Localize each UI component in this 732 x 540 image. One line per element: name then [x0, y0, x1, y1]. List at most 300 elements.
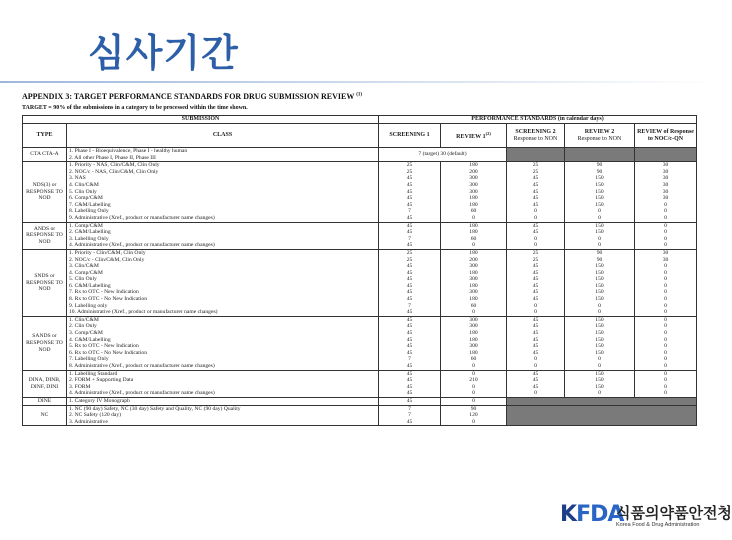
standard-value: 150 — [595, 276, 604, 283]
standard-value: 0 — [534, 302, 537, 309]
submission-type: DINA, DINB, DINF, DINI — [23, 370, 67, 397]
table-row — [23, 405, 697, 426]
class-item: 3. FORM — [69, 383, 91, 390]
standard-value: 150 — [595, 336, 604, 343]
review-sn-values — [635, 162, 697, 222]
review2-values — [565, 316, 635, 370]
screening1-values — [379, 316, 441, 370]
type-header: TYPE — [23, 124, 67, 148]
shaded-cell — [565, 148, 635, 162]
standard-value: 0 — [664, 377, 667, 384]
standard-value: 180 — [469, 222, 478, 229]
standard-value: 45 — [406, 330, 413, 337]
standard-value: 45 — [406, 195, 413, 202]
standard-value: 90 — [596, 162, 603, 169]
standard-value: 0 — [664, 309, 667, 316]
standard-value: 25 — [406, 249, 413, 256]
submission-classes — [67, 148, 379, 162]
standard-value: 150 — [595, 289, 604, 296]
standard-value: 0 — [472, 363, 475, 369]
submission-type: SNDS or RESPONSE TO NOD — [23, 249, 67, 316]
standard-value: 45 — [532, 289, 539, 296]
class-item: 6. Comp/C&M — [69, 195, 103, 202]
standard-value: 0 — [472, 370, 475, 377]
submission-type: SANDS or RESPONSE TO NOD — [23, 316, 67, 370]
class-header: CLASS — [67, 124, 379, 148]
class-item: 1. Priority - Clin/C&M, Clin Only — [69, 249, 146, 256]
standard-value: 45 — [406, 263, 413, 270]
standard-value: 0 — [598, 356, 601, 363]
standard-value: 45 — [532, 201, 539, 208]
kfda-mark-fda: FDA — [576, 502, 624, 527]
standard-value: 0 — [664, 349, 667, 356]
standard-value: 45 — [406, 269, 413, 276]
class-item: 3. Clin/C&M — [69, 263, 99, 270]
review1-values — [441, 162, 507, 222]
title-underline — [0, 81, 720, 83]
class-item: 5. Clin Only — [69, 276, 97, 283]
submission-classes — [67, 249, 379, 316]
standard-value: 0 — [472, 390, 475, 397]
standard-value: 45 — [532, 175, 539, 182]
class-item: 1. Comp/C&M — [69, 222, 103, 229]
standard-value: 0 — [598, 309, 601, 316]
submission-type: DINE — [23, 397, 67, 405]
standard-value: 150 — [595, 181, 604, 188]
standard-value: 45 — [406, 343, 413, 350]
standard-value: 150 — [595, 316, 604, 323]
standard-value: 0 — [664, 343, 667, 350]
class-item: 5. Rx to OTC - New Indication — [69, 343, 139, 350]
class-item: 2. C&M/Labelling — [69, 229, 111, 236]
submission-classes — [67, 370, 379, 397]
class-item: 7. Rx to OTC - New Indication — [69, 289, 139, 296]
screening2-values — [507, 249, 565, 316]
standard-value: 45 — [406, 296, 413, 303]
standard-value: 45 — [532, 276, 539, 283]
table-row — [23, 397, 697, 405]
standard-value: 0 — [664, 214, 667, 221]
standard-value: 0 — [534, 242, 537, 249]
class-item: 2. NOC/c - Clin/C&M, Clin Only — [69, 256, 145, 263]
standard-value: 25 — [532, 249, 539, 256]
standard-value: 150 — [595, 349, 604, 356]
standard-value: 7 — [408, 412, 411, 419]
class-item: 2. NOC/c - NAS, Clin/C&M, Clin Only — [69, 168, 159, 175]
standard-value: 180 — [469, 282, 478, 289]
standard-value: 0 — [664, 383, 667, 390]
standard-value: 150 — [595, 188, 604, 195]
standard-value: 180 — [469, 201, 478, 208]
standard-value: 30 — [662, 168, 669, 175]
standard-value: 30 — [662, 162, 669, 169]
standard-value: 45 — [406, 282, 413, 289]
standard-value: 210 — [469, 377, 478, 384]
review1-header-note: (2) — [485, 131, 491, 136]
standard-value: 150 — [595, 370, 604, 377]
standard-value: 300 — [469, 188, 478, 195]
standard-value: 0 — [534, 214, 537, 221]
screening2-values — [507, 316, 565, 370]
merged-standard: 7 (target) 30 (default) — [379, 148, 507, 162]
screening2-header — [507, 124, 565, 148]
standard-value: 45 — [532, 282, 539, 289]
standard-value: 25 — [406, 256, 413, 263]
standard-value: 300 — [469, 316, 478, 323]
standard-value: 0 — [664, 302, 667, 309]
screening1-values — [379, 397, 441, 405]
submission-classes — [67, 405, 379, 426]
standard-value: 45 — [532, 316, 539, 323]
standard-value: 180 — [469, 296, 478, 303]
kfda-name-korean: 식품의약품안전청 — [616, 504, 732, 522]
standard-value: 150 — [595, 377, 604, 384]
standard-value: 45 — [532, 263, 539, 270]
standard-value: 45 — [532, 383, 539, 390]
standard-value: 150 — [595, 175, 604, 182]
review-sn-values — [635, 370, 697, 397]
standard-value: 45 — [406, 214, 413, 221]
standard-value: 150 — [595, 330, 604, 337]
standard-value: 60 — [470, 302, 477, 309]
table-row — [23, 222, 697, 249]
standard-value: 0 — [598, 390, 601, 397]
standard-value: 0 — [472, 397, 475, 404]
standard-value: 30 — [662, 256, 669, 263]
standard-value: 200 — [469, 256, 478, 263]
standard-value: 120 — [469, 412, 478, 419]
performance-standards-table — [22, 115, 697, 426]
review-sn-values — [635, 249, 697, 316]
class-item: 5. Clin Only — [69, 188, 97, 195]
standard-value: 150 — [595, 195, 604, 202]
class-item: 4. Administrative (Xref., product or manufacturer name changes) — [69, 242, 215, 249]
class-item: 8. Labelling Only — [69, 208, 109, 215]
standard-value: 45 — [406, 201, 413, 208]
shaded-cell — [507, 405, 697, 426]
standard-value: 25 — [532, 162, 539, 169]
appendix-heading-text: APPENDIX 3: TARGET PERFORMANCE STANDARDS FOR DRUG SUBMISSION REVIEW — [22, 92, 355, 101]
submission-header: SUBMISSION — [23, 116, 379, 124]
standard-value: 300 — [469, 289, 478, 296]
standard-value: 0 — [472, 383, 475, 390]
standard-value: 0 — [534, 363, 537, 369]
review1-values — [441, 370, 507, 397]
submission-classes — [67, 316, 379, 370]
submission-type: CTA CTA-A — [23, 148, 67, 162]
standard-value: 45 — [532, 330, 539, 337]
review2-values — [565, 222, 635, 249]
kfda-mark — [560, 502, 623, 527]
standard-value: 45 — [532, 336, 539, 343]
standard-value: 0 — [664, 201, 667, 208]
standard-value: 0 — [472, 418, 475, 425]
standard-value: 45 — [406, 418, 413, 425]
standard-value: 0 — [664, 316, 667, 323]
standard-value: 0 — [664, 229, 667, 236]
standard-value: 90 — [470, 405, 477, 412]
class-item: 3. Labelling Only — [69, 235, 109, 242]
standard-value: 45 — [406, 222, 413, 229]
standard-value: 45 — [532, 222, 539, 229]
standard-value: 45 — [406, 229, 413, 236]
review1-values — [441, 316, 507, 370]
performance-header: PERFORMANCE STANDARDS (in calendar days) — [379, 116, 697, 124]
class-item: 7. Labelling Only — [69, 356, 109, 363]
class-item: 4. Administrative (Xref., product or manufacturer name changes) — [69, 390, 215, 397]
review2-values — [565, 162, 635, 222]
class-item: 8. Rx to OTC - No New Indication — [69, 296, 147, 303]
standard-value: 0 — [664, 242, 667, 249]
appendix-heading — [22, 92, 700, 101]
class-item: 1. NC (90 day) Safety, NC (30 day) Safety and Quality, NC (90 day) Quality — [69, 405, 241, 412]
standard-value: 25 — [406, 168, 413, 175]
standard-value: 0 — [664, 370, 667, 377]
standard-value: 0 — [472, 309, 475, 316]
screening2-values — [507, 222, 565, 249]
standard-value: 30 — [662, 195, 669, 202]
class-item: 9. Administrative (Xref., product or manufacturer name changes) — [69, 214, 215, 221]
standard-value: 0 — [472, 214, 475, 221]
review1-values — [441, 405, 507, 426]
screening1-header: SCREENING 1 — [379, 124, 441, 148]
standard-value: 150 — [595, 323, 604, 330]
standard-value: 180 — [469, 249, 478, 256]
standard-value: 0 — [664, 356, 667, 363]
standard-value: 7 — [408, 208, 411, 215]
screening1-values — [379, 405, 441, 426]
standard-value: 150 — [595, 222, 604, 229]
standard-value: 180 — [469, 195, 478, 202]
standard-value: 45 — [406, 188, 413, 195]
submission-classes — [67, 397, 379, 405]
standard-value: 25 — [406, 162, 413, 169]
standard-value: 45 — [406, 336, 413, 343]
class-item: 1. Labelling Standard — [69, 370, 118, 377]
standard-value: 180 — [469, 330, 478, 337]
standard-value: 300 — [469, 343, 478, 350]
submission-classes — [67, 162, 379, 222]
standard-value: 45 — [406, 309, 413, 316]
standard-value: 45 — [532, 181, 539, 188]
standard-value: 150 — [595, 282, 604, 289]
standard-value: 90 — [596, 249, 603, 256]
standard-value: 0 — [534, 390, 537, 397]
screening2-header-sub: Response to NON — [513, 135, 558, 142]
screening1-values — [379, 162, 441, 222]
standard-value: 0 — [472, 242, 475, 249]
standard-value: 180 — [469, 162, 478, 169]
standard-value: 45 — [532, 229, 539, 236]
class-item: 6. Rx to OTC - No New Indication — [69, 349, 147, 356]
standard-value: 30 — [662, 181, 669, 188]
review2-values — [565, 370, 635, 397]
class-item: 3. Comp/C&M — [69, 330, 103, 337]
table-row — [23, 148, 697, 162]
review-sn-values — [635, 316, 697, 370]
standard-value: 45 — [406, 349, 413, 356]
review1-values — [441, 249, 507, 316]
class-item: 3. NAS — [69, 175, 86, 182]
standard-value: 25 — [532, 168, 539, 175]
standard-value: 150 — [595, 269, 604, 276]
standard-value: 300 — [469, 175, 478, 182]
screening1-values — [379, 222, 441, 249]
standard-value: 150 — [595, 229, 604, 236]
standard-value: 45 — [406, 323, 413, 330]
screening2-values — [507, 162, 565, 222]
standard-value: 45 — [532, 269, 539, 276]
submission-type: NC — [23, 405, 67, 426]
scanned-document — [22, 92, 700, 426]
standard-value: 0 — [664, 363, 667, 369]
standard-value: 30 — [662, 249, 669, 256]
table-row — [23, 370, 697, 397]
class-item: 1. Clin/C&M — [69, 316, 99, 323]
class-item: 1. Phase I - Bioequivalence, Phase I - healthy human — [69, 148, 188, 154]
class-item: 9. Labelling only — [69, 302, 108, 309]
review2-header-sub: Response to NON — [577, 135, 622, 142]
standard-value: 0 — [534, 208, 537, 215]
class-item: 7. C&M/Labelling — [69, 201, 111, 208]
standard-value: 0 — [598, 235, 601, 242]
review2-header — [565, 124, 635, 148]
kfda-logo — [560, 500, 732, 536]
standard-value: 300 — [469, 181, 478, 188]
standard-value: 0 — [598, 242, 601, 249]
standard-value: 45 — [532, 296, 539, 303]
standard-value: 7 — [408, 405, 411, 412]
standard-value: 300 — [469, 323, 478, 330]
screening1-values — [379, 249, 441, 316]
shaded-cell — [635, 148, 697, 162]
standard-value: 45 — [532, 343, 539, 350]
screening2-header-text: SCREENING 2 — [515, 128, 556, 135]
standard-value: 45 — [406, 363, 413, 369]
review2-header-text: REVIEW 2 — [584, 128, 615, 135]
class-item: 2. All other Phase I, Phase II, Phase III — [69, 154, 156, 161]
standard-value: 0 — [664, 235, 667, 242]
review1-values — [441, 397, 507, 405]
standard-value: 0 — [534, 356, 537, 363]
standard-value: 0 — [664, 289, 667, 296]
standard-value: 90 — [596, 256, 603, 263]
kfda-name-english: Korea Food & Drug Administration — [616, 522, 700, 528]
standard-value: 150 — [595, 201, 604, 208]
appendix-heading-note: (1) — [356, 92, 363, 98]
class-item: 2. NC Safety (120 day) — [69, 412, 122, 419]
standard-value: 0 — [598, 363, 601, 369]
standard-value: 30 — [662, 188, 669, 195]
slide-title: 심사기간 — [88, 31, 239, 75]
standard-value: 45 — [406, 397, 413, 404]
standard-value: 30 — [662, 175, 669, 182]
class-item: 8. Administrative (Xref., product or manufacturer name changes) — [69, 363, 215, 369]
standard-value: 60 — [470, 235, 477, 242]
standard-value: 300 — [469, 263, 478, 270]
class-item: 1. Priority - NAS, Clin/C&M, Clin Only — [69, 162, 160, 169]
shaded-cell — [507, 148, 565, 162]
standard-value: 60 — [470, 208, 477, 215]
shaded-cell — [507, 397, 697, 405]
class-item: 4. Clin/C&M — [69, 181, 99, 188]
standard-value: 45 — [406, 316, 413, 323]
class-item: 6. C&M/Labelling — [69, 282, 111, 289]
standard-value: 0 — [534, 309, 537, 316]
class-item: 4. C&M/Labelling — [69, 336, 111, 343]
review2-values — [565, 249, 635, 316]
standard-value: 7 — [408, 356, 411, 363]
standard-value: 0 — [664, 330, 667, 337]
standard-value: 0 — [664, 263, 667, 270]
class-item: 10. Administrative (Xref., product or manufacturer name changes) — [69, 309, 218, 316]
standard-value: 0 — [664, 222, 667, 229]
standard-value: 150 — [595, 383, 604, 390]
table-row — [23, 249, 697, 316]
standard-value: 0 — [664, 323, 667, 330]
review-sn-header: REVIEW of Response to NOC/c-QN — [635, 124, 697, 148]
standard-value: 25 — [532, 256, 539, 263]
standard-value: 0 — [664, 336, 667, 343]
standard-value: 0 — [664, 276, 667, 283]
standard-value: 180 — [469, 269, 478, 276]
review1-values — [441, 222, 507, 249]
standard-value: 180 — [469, 336, 478, 343]
submission-type: ANDS or RESPONSE TO NOD — [23, 222, 67, 249]
standard-value: 150 — [595, 296, 604, 303]
standard-value: 60 — [470, 356, 477, 363]
class-item: 2. Clin Only — [69, 323, 97, 330]
standard-value: 150 — [595, 343, 604, 350]
standard-value: 45 — [406, 242, 413, 249]
standard-value: 45 — [532, 323, 539, 330]
standard-value: 0 — [598, 214, 601, 221]
standard-value: 45 — [532, 349, 539, 356]
standard-value: 0 — [664, 390, 667, 397]
standard-value: 45 — [406, 289, 413, 296]
standard-value: 300 — [469, 276, 478, 283]
screening1-values — [379, 370, 441, 397]
class-item: 2. FORM + Supporting Data — [69, 377, 134, 384]
class-item: 3. Administrative — [69, 418, 108, 425]
standard-value: 0 — [598, 302, 601, 309]
standard-value: 0 — [664, 296, 667, 303]
table-row — [23, 162, 697, 222]
standard-value: 180 — [469, 229, 478, 236]
standard-value: 45 — [406, 276, 413, 283]
standard-value: 150 — [595, 263, 604, 270]
target-note: TARGET = 90% of the submissions in a category to be processed within the time shown. — [22, 105, 248, 111]
standard-value: 0 — [664, 269, 667, 276]
standard-value: 200 — [469, 168, 478, 175]
standard-value: 90 — [596, 168, 603, 175]
kfda-mark-k: K — [560, 502, 577, 527]
standard-value: 0 — [664, 282, 667, 289]
standard-value: 45 — [532, 377, 539, 384]
class-item: 1. Category IV Monograph — [69, 397, 130, 404]
standard-value: 7 — [408, 302, 411, 309]
class-item: 4. Comp/C&M — [69, 269, 103, 276]
table-body — [23, 148, 697, 426]
standard-value: 45 — [406, 377, 413, 384]
standard-value: 0 — [534, 235, 537, 242]
standard-value: 45 — [406, 370, 413, 377]
review1-header — [441, 124, 507, 148]
standard-value: 0 — [664, 208, 667, 215]
standard-value: 45 — [406, 181, 413, 188]
screening2-values — [507, 370, 565, 397]
standard-value: 45 — [406, 390, 413, 397]
